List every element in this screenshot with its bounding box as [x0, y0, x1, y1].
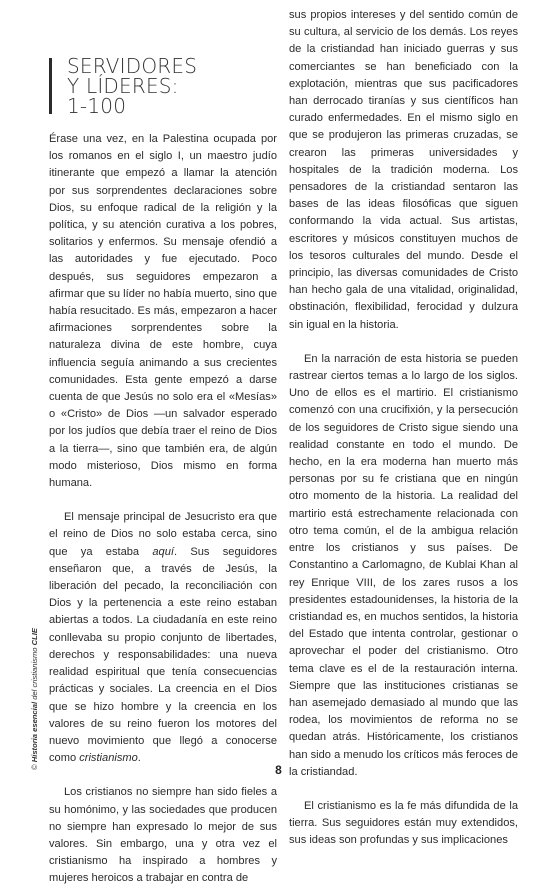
right-column	[289, 7, 518, 850]
book-credit	[30, 550, 39, 770]
chapter-title-line-1: SERVIDORES	[67, 54, 198, 78]
paragraph: En la narración de esta historia se pueden rastrear ciertos temas a lo largo de los siglos. Uno de ellos es el martirio. El cristianismo comenzó con una crucifixión, y la persecución de los seguidores de Cristo sigue siendo una realidad constante en todo el mundo. De hecho, en la era moderna han muerto más personas por su fe cristiana que en ningún otro momento de la historia. La realidad del martirio está estrechamente relacionada con otro tema común, el de la ambigua relación entre los cristianos y sus países. De Constantino a Carlomagno, de Kublai Khan al rey Enrique VIII, de los zares rusos a los presidentes estadounidenses, la historia de la cristiandad es, en muchos sentidos, la historia del Estado que intenta controlar, gestionar o aprovechar el poder del cristianismo. Otro tema clave es el de la restauración interna. Siempre que las instituciones cristianas se han asemejado demasiado al mundo que las rodea, los movimientos de reforma no se quedan atrás. Históricamente, los cristianos han sido a menudo los críticos más feroces de la cristiandad.	[289, 352, 518, 778]
paragraph: Érase una vez, en la Palestina ocupada por los romanos en el siglo I, un maestro judío itinerante que empezó a llamar la atención por sus sorprendentes declaraciones sobre Dios, su enfoque radical de la religión y la política, y su atención curativa a los pobres, solitarios y enfermos. Su mensaje ofendió a las autoridades y fue ejecutado. Poco después, sus seguidores empezaron a afirmar que su líder no había muerto, sino que había resucitado. Es más, empezaron a hacer afirmaciones sorprendentes sobre la naturaleza divina de este hombre, cuya influencia seguía animando a sus crecientes comunidades. Esta gente empezó a darse cuenta de que Jesús no solo era el «Mesías» o «Cristo» de Dios —un salvador esperado por los judíos que debía traer el reino de Dios a la tierra—, sino que también era, de algún modo misterioso, Dios mismo en forma humana.	[49, 133, 277, 490]
emphasis: cristianismo	[79, 752, 138, 765]
chapter-number-bar	[49, 58, 52, 114]
paragraph: El cristianismo es la fe más difundida de la tierra. Sus seguidores están muy extendidos, sus ideas son profundas y sus implicaciones	[289, 799, 518, 847]
credit-title-bold: Historia esencial	[30, 701, 39, 763]
chapter-heading	[49, 54, 249, 118]
paragraph: Los cristianos no siempre han sido fieles a su homónimo, y las sociedades que producen no siempre han expresado lo mejor de sus valores. Sin embargo, una y otra vez el cristianismo ha inspirado a hombres y mujeres heroicos a trabajar en contra de	[49, 786, 277, 885]
chapter-title	[67, 56, 197, 116]
text-run: . Sus seguidores enseñaron que, a través de Jesús, la liberación del pecado, la reconciliación con Dios y la pertenencia a este reino estaban abiertas a todos. La ciudadanía en este reino conllevaba su propio conjunto de libertades, derechos y responsabilidades: una nueva realidad espiritual que tenía consecuencias prácticas y sociales. La creencia en el Dios que se hizo hombre y la creencia en los valores de su reino fueron los motores del nuevo movimiento que llegó a conocerse como	[49, 545, 277, 765]
text-run: .	[137, 752, 141, 765]
paragraph: sus propios intereses y del sentido común de su cultura, al servicio de los demás. Los reyes de la cristiandad han iniciado guerras y sus comerciantes se han beneficiado con la explotación, mientras que sus pacificadores han derrocado tiranías y sus científicos han curado enfermedades. En el mismo siglo en que se produjeron las primeras cruzadas, se crearon las primeras universidades y hospitales de la tradición moderna. Los pensadores de la cristiandad sentaron las bases de las ideas filosóficas que siguen conformando la vida actual. Sus artistas, escritores y músicos constituyen muchos de los tesoros culturales del mundo. Desde el principio, las diversas comunidades de Cristo han hecho gala de una vitalidad, originalidad, obstinación, flexibilidad, ferocidad y dulzura sin igual en la historia.	[289, 9, 518, 331]
paragraph	[49, 509, 277, 767]
text-run: El mensaje principal de Jesucristo era que el reino de Dios no solo estaba cerca, sino que ya estaba	[49, 511, 277, 558]
chapter-title-line-3: 1-100	[67, 94, 127, 118]
credit-publisher: CLIE	[30, 628, 39, 646]
copyright-symbol: ©	[30, 764, 39, 770]
credit-title-rest: del cristianismo	[30, 645, 39, 702]
page-number: 8	[275, 763, 282, 777]
emphasis: aquí	[152, 545, 174, 558]
chapter-title-line-2: Y LÍDERES:	[67, 74, 179, 98]
